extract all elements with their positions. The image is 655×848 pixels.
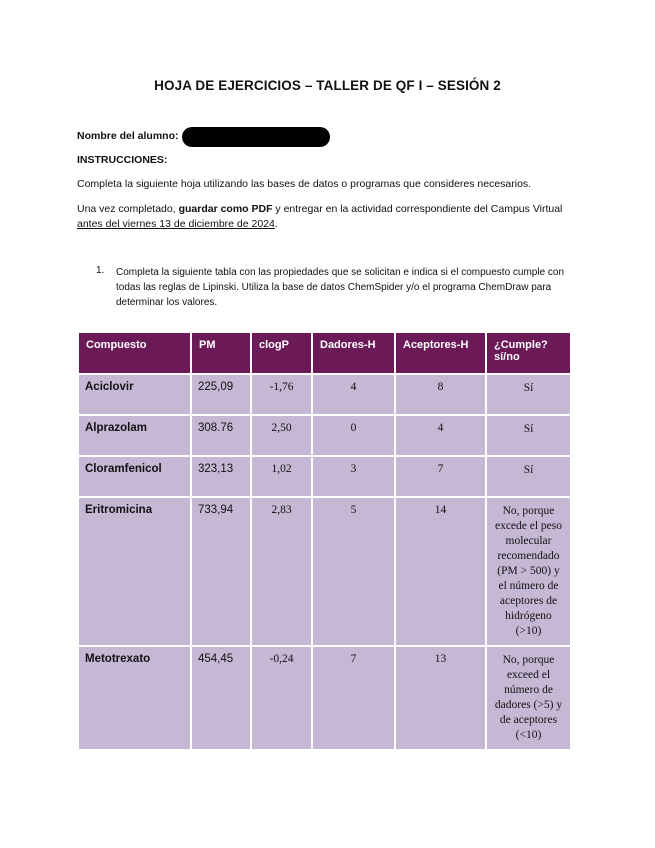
header-pm: PM bbox=[191, 332, 251, 374]
student-name-label: Nombre del alumno: bbox=[77, 130, 179, 142]
cell-clogp: 2,50 bbox=[251, 415, 312, 456]
question-text: Completa la siguiente tabla con las propiedades que se solicitan e indica si el compuesto cumple con todas las reglas de Lipinski. Utiliza la base de datos ChemSpider y/o el programa ChemDraw para determinar los valores. bbox=[116, 267, 565, 308]
cell-dadores: 0 bbox=[312, 415, 395, 456]
cell-clogp: -1,76 bbox=[251, 374, 312, 415]
cell-cumple: Sí bbox=[486, 456, 571, 497]
table-row bbox=[78, 646, 571, 750]
instruction-text-1: Completa la siguiente hoja utilizando las bases de datos o programas que consideres necesarios. bbox=[77, 178, 532, 190]
page-title: HOJA DE EJERCICIOS – TALLER DE QF I – SESIÓN 2 bbox=[154, 78, 501, 93]
instruction-text-2 bbox=[77, 202, 577, 232]
cell-clogp: -0,24 bbox=[251, 646, 312, 750]
cell-clogp: 1,02 bbox=[251, 456, 312, 497]
cell-cumple: No, porque exceed el número de dadores (>5) y de aceptores (<10) bbox=[486, 646, 571, 750]
redacted-student-name bbox=[182, 127, 330, 147]
cell-compuesto: Alprazolam bbox=[78, 415, 191, 456]
table-row bbox=[78, 374, 571, 415]
cell-compuesto: Metotrexato bbox=[78, 646, 191, 750]
cell-cumple: Sí bbox=[486, 374, 571, 415]
question-number: 1. bbox=[96, 265, 105, 276]
instruction-2-suffix: . bbox=[274, 218, 278, 230]
cell-pm: 733,94 bbox=[191, 497, 251, 646]
cell-dadores: 4 bbox=[312, 374, 395, 415]
instruction-2-prefix: Una vez completado, bbox=[77, 203, 179, 215]
cell-pm: 323,13 bbox=[191, 456, 251, 497]
table-row bbox=[78, 456, 571, 497]
cell-dadores: 7 bbox=[312, 646, 395, 750]
header-compuesto: Compuesto bbox=[78, 332, 191, 374]
cell-pm: 454,45 bbox=[191, 646, 251, 750]
cell-aceptores: 4 bbox=[395, 415, 486, 456]
cell-aceptores: 7 bbox=[395, 456, 486, 497]
cell-aceptores: 13 bbox=[395, 646, 486, 750]
table-header-row bbox=[78, 332, 571, 374]
instruction-2-middle: y entregar en la actividad correspondiente del Campus Virtual bbox=[272, 203, 563, 215]
cell-pm: 225,09 bbox=[191, 374, 251, 415]
cell-compuesto: Aciclovir bbox=[78, 374, 191, 415]
header-cumple: ¿Cumple? sí/no bbox=[486, 332, 571, 374]
cell-dadores: 5 bbox=[312, 497, 395, 646]
properties-table bbox=[77, 331, 572, 751]
header-clogp: clogP bbox=[251, 332, 312, 374]
cell-compuesto: Cloramfenicol bbox=[78, 456, 191, 497]
cell-cumple: No, porque excede el peso molecular recomendado (PM > 500) y el número de aceptores de hidrógeno (>10) bbox=[486, 497, 571, 646]
cell-clogp: 2,83 bbox=[251, 497, 312, 646]
header-aceptores: Aceptores-H bbox=[395, 332, 486, 374]
header-dadores: Dadores-H bbox=[312, 332, 395, 374]
cell-cumple: Sí bbox=[486, 415, 571, 456]
instruction-2-bold: guardar como PDF bbox=[178, 203, 273, 215]
cell-dadores: 3 bbox=[312, 456, 395, 497]
cell-pm: 308.76 bbox=[191, 415, 251, 456]
instruction-2-deadline: antes del viernes 13 de diciembre de 2024 bbox=[77, 218, 275, 230]
cell-aceptores: 14 bbox=[395, 497, 486, 646]
cell-compuesto: Eritromicina bbox=[78, 497, 191, 646]
table-row bbox=[78, 415, 571, 456]
cell-aceptores: 8 bbox=[395, 374, 486, 415]
table-row bbox=[78, 497, 571, 646]
instructions-heading: INSTRUCCIONES: bbox=[77, 154, 168, 166]
